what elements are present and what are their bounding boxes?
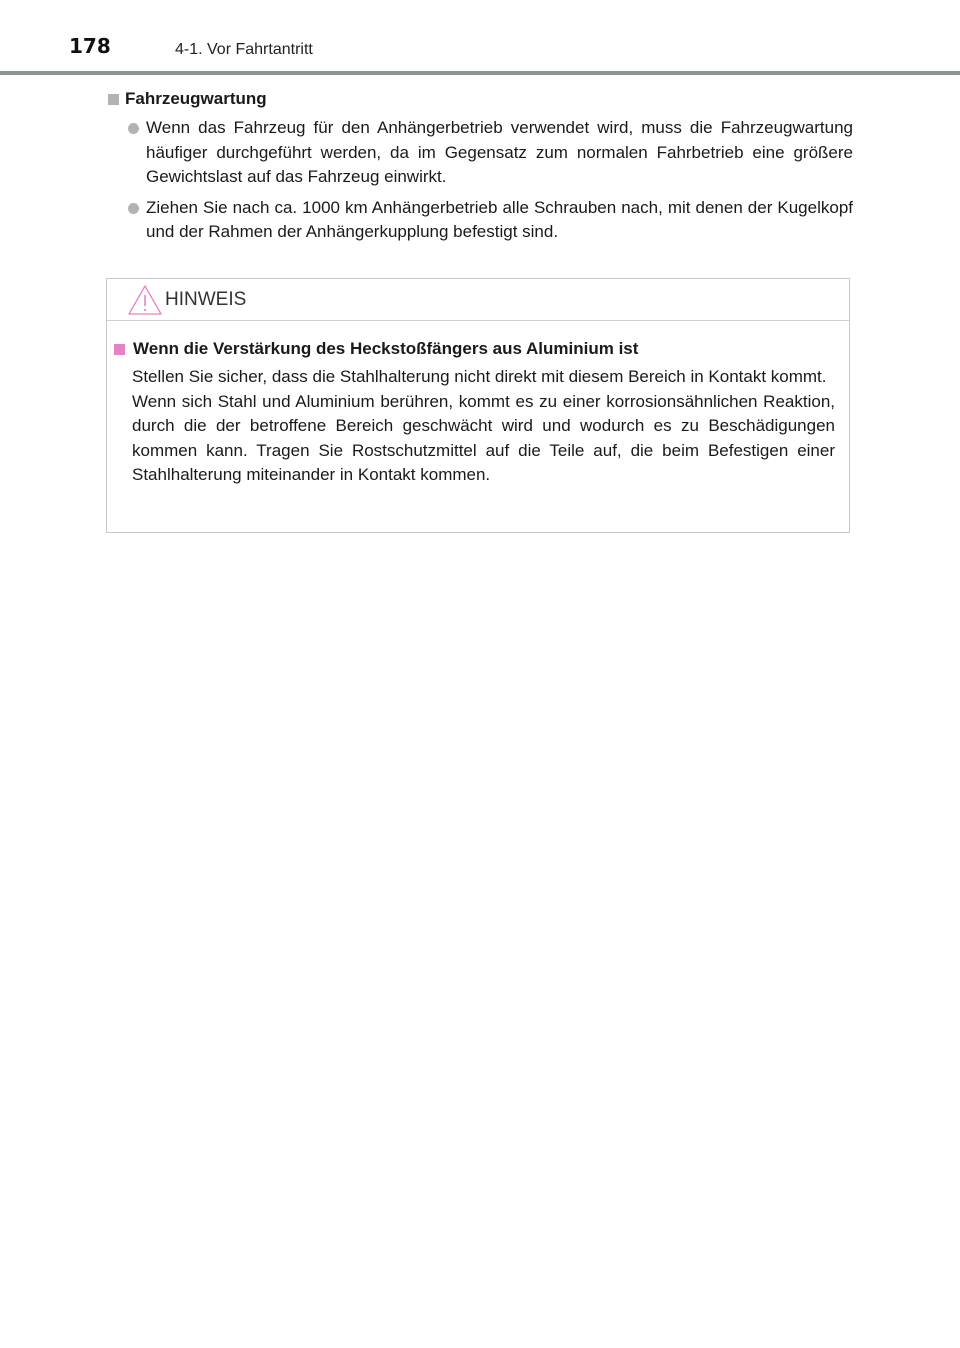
notice-body [107,321,849,488]
page-header [0,0,960,76]
notice-paragraph: Stellen Sie sicher, dass die Stahlhalterung nicht direkt mit diesem Bereich in Kontakt kommt. [132,367,827,386]
warning-triangle-icon [127,284,163,321]
list-item [108,196,853,245]
section-heading [108,86,853,112]
notice-title: HINWEIS [165,289,247,310]
notice-heading-text: Wenn die Verstärkung des Heckstoßfängers aus Aluminium ist [133,339,639,358]
section-title: 4-1. Vor Fahrtantritt [175,41,313,58]
bullet-text: Wenn das Fahrzeug für den Anhängerbetrieb verwendet wird, muss die Fahrzeugwartung häufiger durchgeführt werden, da im Gegensatz zum normalen Fahrbetrieb eine größere Gewichtslast auf das Fahrzeug einwirkt. [146,118,853,186]
notice-paragraph: Wenn sich Stahl und Aluminium berühren, kommt es zu einer korrosionsähnlichen Reaktion, durch die der betroffene Bereich geschwächt wird und wodurch es zu Beschädigungen kommen kann. Tragen Sie Rostschutzmittel auf die Teile auf, die beim Befestigen einer Stahlhalterung miteinander in Kontakt kommen. [132,391,835,484]
notice-heading [114,339,835,359]
list-item [108,116,853,190]
square-bullet-icon [108,94,119,105]
main-content [108,86,853,251]
notice-box [106,278,850,533]
circle-bullet-icon [128,123,139,134]
circle-bullet-icon [128,203,139,214]
heading-text: Fahrzeugwartung [125,89,267,108]
notice-header [107,279,849,321]
bullet-text: Ziehen Sie nach ca. 1000 km Anhängerbetrieb alle Schrauben nach, mit denen der Kugelkopf und der Rahmen der Anhängerkupplung befestigt sind. [146,197,853,241]
page-number: 178 [69,34,111,58]
header-rule [0,71,960,75]
square-bullet-icon [114,344,125,355]
